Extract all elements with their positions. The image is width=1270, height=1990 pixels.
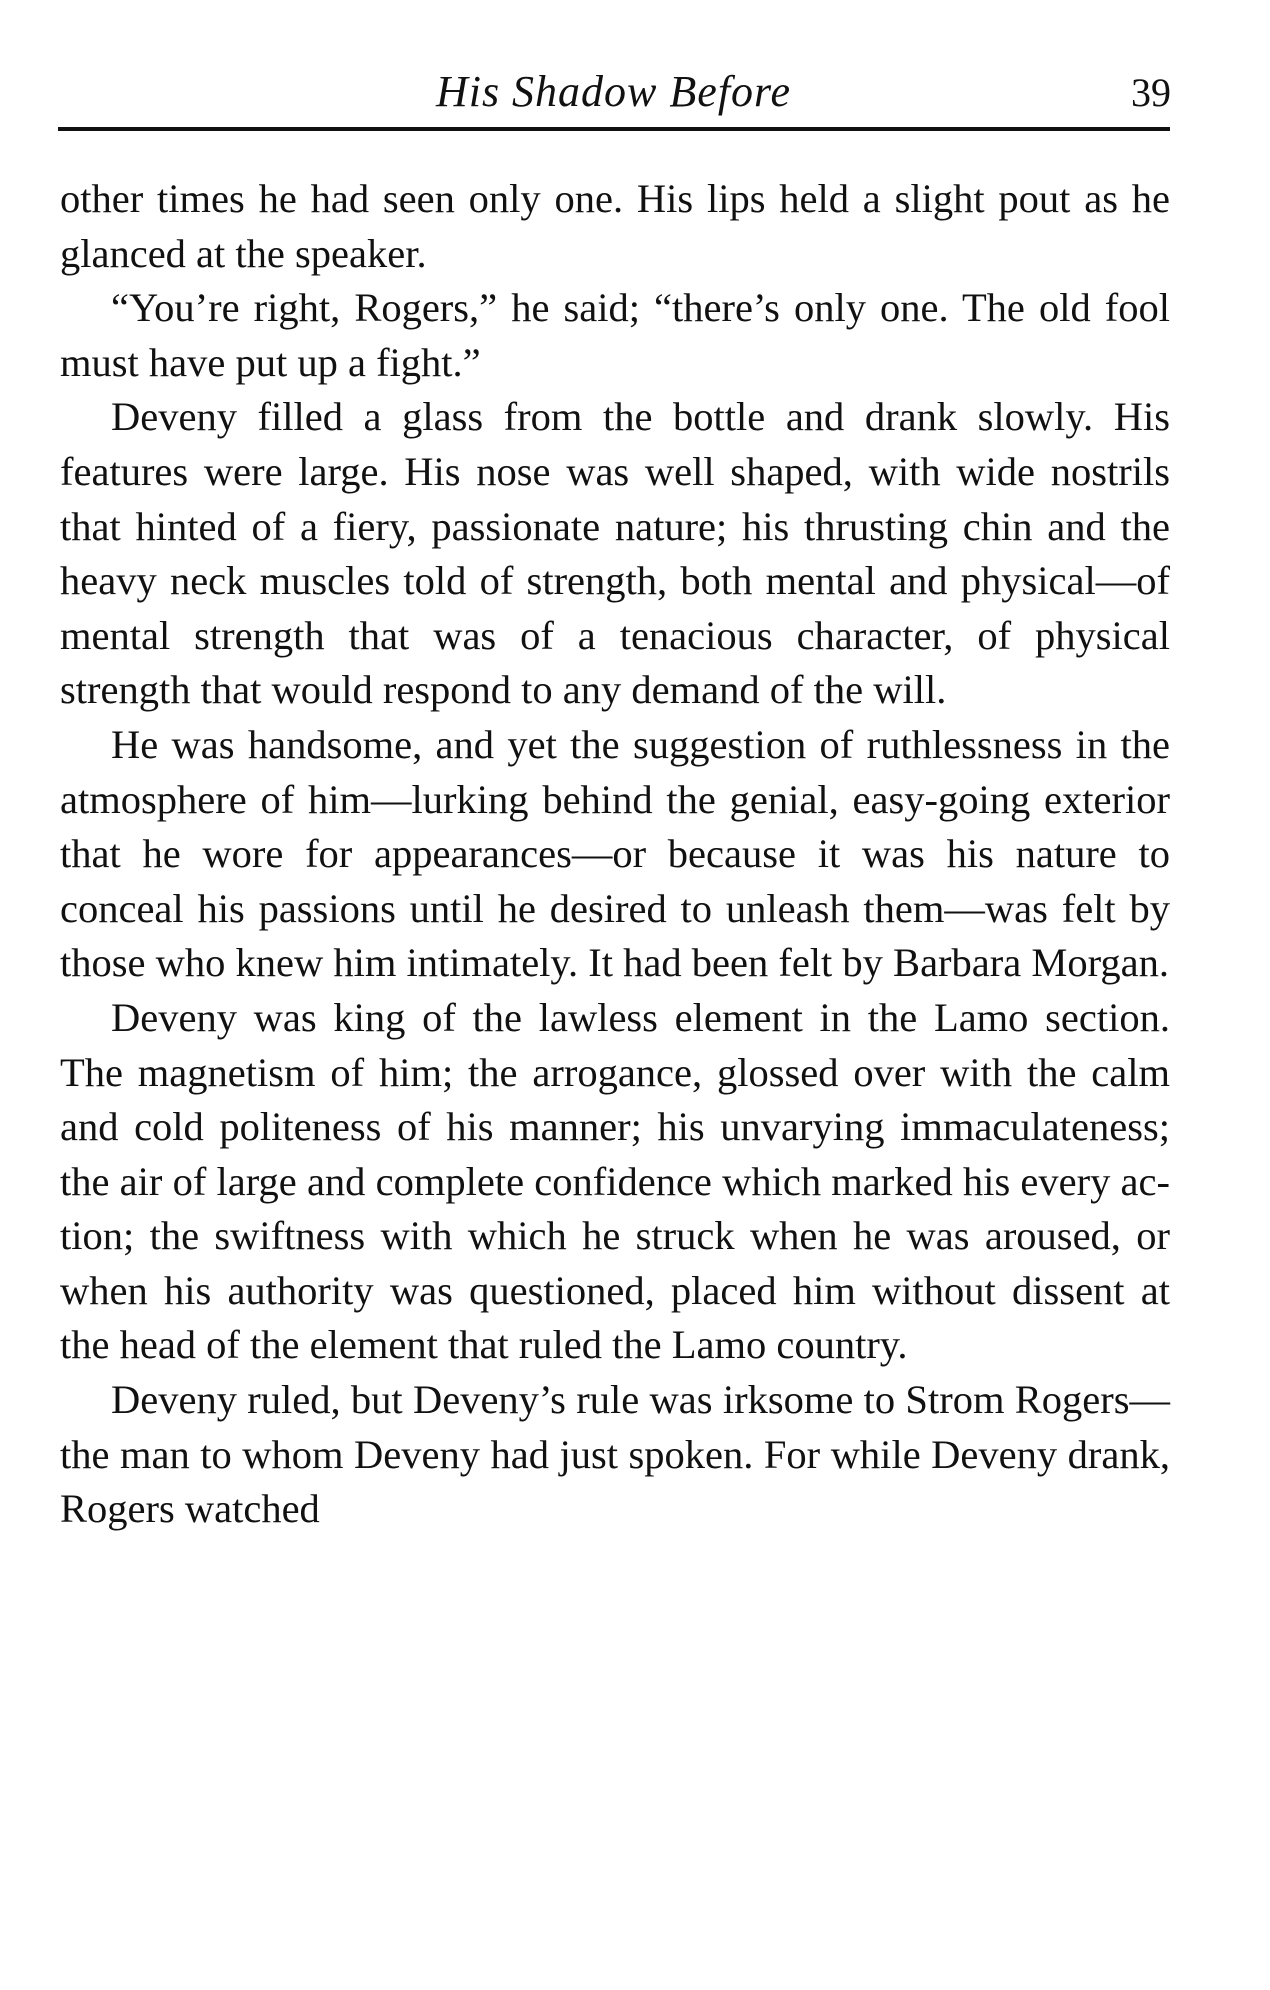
running-title: His Shadow Before (435, 67, 792, 116)
paragraph-character: He was handsome, and yet the suggestion of ruthlessness in the atmosphere of him—lurking behind the genial, easy-going exterior that he wore for appearances—or because it was his nature to conceal his passions until he desired to unleash them—was felt by those who knew him intimately. It had been felt by Barbara Morgan. (60, 721, 1170, 986)
paragraph-king: Deveny was king of the lawless element in the Lamo section. The magnetism of him; the arrogance, glossed over with the calm and cold politeness of his manner; his unvarying immaculateness; the air of large and complete confidence which marked his every action; the swiftness with which he struck when he was aroused, or when his authority was questioned, placed him without dissent at the head of the element that ruled the Lamo country. (60, 994, 1170, 1368)
body-text (60, 172, 1170, 1537)
header-rule (58, 127, 1170, 131)
paragraph-description: Deveny filled a glass from the bottle and drank slowly. His features were large. His nose was well shaped, with wide nostrils that hinted of a fiery, passionate nature; his thrusting chin and the heavy neck muscles told of strength, both mental and physical—of mental strength that was of a tenacious character, of physical strength that would respond to any demand of the will. (60, 394, 1170, 713)
paragraph-dialogue: “You’re right, Rogers,” he said; “there’s only one. The old fool must have put up a fight.” (60, 285, 1170, 385)
paragraph-rogers: Deveny ruled, but Deveny’s rule was irksome to Strom Rogers—the man to whom Deveny had just spoken. For while Deveny drank, Rogers watched (60, 1377, 1170, 1532)
running-head (56, 62, 1171, 122)
paragraph-continuation: other times he had seen only one. His lips held a slight pout as he glanced at the speaker. (60, 176, 1170, 276)
page-number: 39 (1131, 70, 1171, 115)
